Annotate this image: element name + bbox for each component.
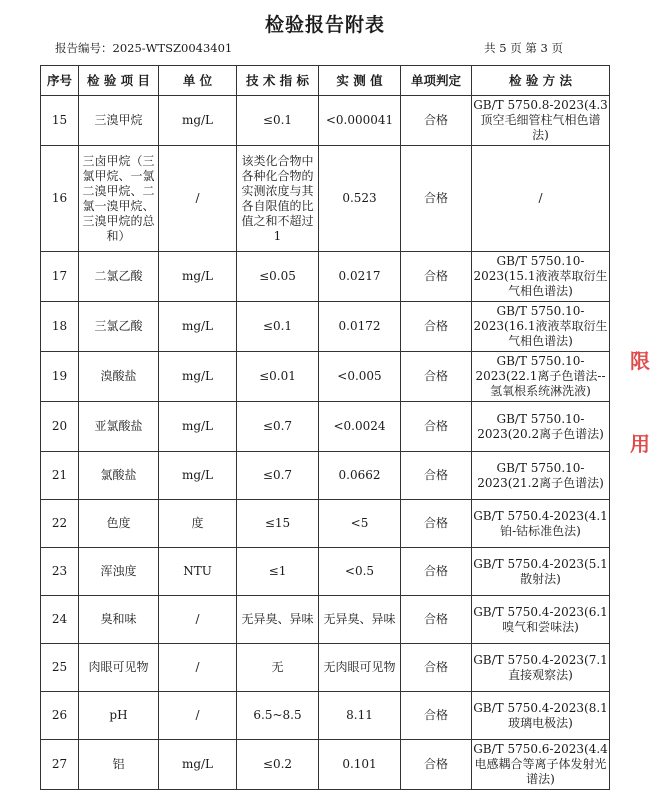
cell-value: 0.523 <box>319 146 401 252</box>
cell-unit: / <box>159 692 237 740</box>
cell-no: 16 <box>41 146 79 252</box>
cell-judge: 合格 <box>401 596 472 644</box>
cell-item: 氯酸盐 <box>79 452 159 500</box>
cell-item: 臭和味 <box>79 596 159 644</box>
cell-unit: mg/L <box>159 740 237 790</box>
cell-value: 0.0217 <box>319 252 401 302</box>
report-number: 报告编号：2025-WTSZ0043401 <box>55 41 233 55</box>
cell-item: 亚氯酸盐 <box>79 402 159 452</box>
cell-value: <0.5 <box>319 548 401 596</box>
page-info: 共 5 页 第 3 页 <box>484 41 563 55</box>
cell-judge: 合格 <box>401 644 472 692</box>
cell-item: 二氯乙酸 <box>79 252 159 302</box>
cell-no: 15 <box>41 96 79 146</box>
cell-spec: ≤15 <box>237 500 319 548</box>
cell-judge: 合格 <box>401 548 472 596</box>
cell-value: <5 <box>319 500 401 548</box>
cell-spec: ≤0.1 <box>237 302 319 352</box>
cell-value: 0.0662 <box>319 452 401 500</box>
results-table <box>40 65 610 790</box>
table-row <box>41 500 610 548</box>
table-row <box>41 692 610 740</box>
cell-unit: / <box>159 146 237 252</box>
header-no: 序号 <box>41 66 79 96</box>
table-row <box>41 548 610 596</box>
cell-item: 三溴甲烷 <box>79 96 159 146</box>
cell-spec: ≤0.7 <box>237 402 319 452</box>
table-row <box>41 402 610 452</box>
table-row <box>41 96 610 146</box>
cell-method: GB/T 5750.6-2023(4.4电感耦合等离子体发射光谱法) <box>472 740 610 790</box>
cell-unit: mg/L <box>159 452 237 500</box>
cell-no: 18 <box>41 302 79 352</box>
cell-value: <0.005 <box>319 352 401 402</box>
table-row <box>41 252 610 302</box>
cell-item: 肉眼可见物 <box>79 644 159 692</box>
cell-unit: / <box>159 596 237 644</box>
cell-unit: mg/L <box>159 302 237 352</box>
cell-method: GB/T 5750.8-2023(4.3顶空毛细管柱气相色谱法) <box>472 96 610 146</box>
stamp-fragment-top: 限 <box>630 349 650 373</box>
table-row <box>41 146 610 252</box>
table-row <box>41 302 610 352</box>
cell-spec: ≤0.01 <box>237 352 319 402</box>
cell-judge: 合格 <box>401 402 472 452</box>
cell-spec: ≤1 <box>237 548 319 596</box>
cell-method: GB/T 5750.4-2023(7.1直接观察法) <box>472 644 610 692</box>
header-value: 实 测 值 <box>319 66 401 96</box>
cell-method: GB/T 5750.4-2023(4.1铂-钴标准色法) <box>472 500 610 548</box>
cell-method: GB/T 5750.10-2023(15.1液液萃取衍生气相色谱法) <box>472 252 610 302</box>
cell-no: 21 <box>41 452 79 500</box>
cell-unit: mg/L <box>159 402 237 452</box>
table-row <box>41 740 610 790</box>
cell-item: 三氯乙酸 <box>79 302 159 352</box>
cell-spec: ≤0.1 <box>237 96 319 146</box>
table-row <box>41 596 610 644</box>
cell-spec: ≤0.2 <box>237 740 319 790</box>
cell-value: <0.0024 <box>319 402 401 452</box>
cell-item: pH <box>79 692 159 740</box>
cell-value: 0.0172 <box>319 302 401 352</box>
cell-method: / <box>472 146 610 252</box>
cell-judge: 合格 <box>401 692 472 740</box>
cell-no: 22 <box>41 500 79 548</box>
cell-value: 0.101 <box>319 740 401 790</box>
cell-no: 27 <box>41 740 79 790</box>
cell-item: 三卤甲烷（三氯甲烷、一氯二溴甲烷、二氯一溴甲烷、三溴甲烷的总和） <box>79 146 159 252</box>
cell-judge: 合格 <box>401 252 472 302</box>
cell-method: GB/T 5750.4-2023(6.1嗅气和尝味法) <box>472 596 610 644</box>
cell-spec: ≤0.7 <box>237 452 319 500</box>
cell-no: 20 <box>41 402 79 452</box>
cell-spec: 无 <box>237 644 319 692</box>
cell-spec: 该类化合物中各种化合物的实测浓度与其各自限值的比值之和不超过1 <box>237 146 319 252</box>
cell-value: 无异臭、异味 <box>319 596 401 644</box>
cell-spec: 无异臭、异味 <box>237 596 319 644</box>
cell-no: 26 <box>41 692 79 740</box>
cell-method: GB/T 5750.4-2023(5.1散射法) <box>472 548 610 596</box>
table-row <box>41 452 610 500</box>
cell-item: 色度 <box>79 500 159 548</box>
cell-item: 铝 <box>79 740 159 790</box>
cell-unit: 度 <box>159 500 237 548</box>
cell-judge: 合格 <box>401 500 472 548</box>
table-row <box>41 644 610 692</box>
header-item: 检 验 项 目 <box>79 66 159 96</box>
cell-method: GB/T 5750.10-2023(20.2离子色谱法) <box>472 402 610 452</box>
cell-spec: 6.5~8.5 <box>237 692 319 740</box>
cell-method: GB/T 5750.4-2023(8.1玻璃电极法) <box>472 692 610 740</box>
cell-value: 无肉眼可见物 <box>319 644 401 692</box>
cell-unit: NTU <box>159 548 237 596</box>
cell-judge: 合格 <box>401 740 472 790</box>
cell-judge: 合格 <box>401 352 472 402</box>
cell-method: GB/T 5750.10-2023(21.2离子色谱法) <box>472 452 610 500</box>
header-unit: 单 位 <box>159 66 237 96</box>
cell-item: 溴酸盐 <box>79 352 159 402</box>
cell-unit: mg/L <box>159 252 237 302</box>
cell-no: 23 <box>41 548 79 596</box>
cell-item: 浑浊度 <box>79 548 159 596</box>
cell-unit: / <box>159 644 237 692</box>
cell-unit: mg/L <box>159 352 237 402</box>
cell-judge: 合格 <box>401 452 472 500</box>
table-header-row <box>41 66 610 96</box>
stamp-fragment-bottom: 用 <box>630 432 650 456</box>
cell-method: GB/T 5750.10-2023(16.1液液萃取衍生气相色谱法) <box>472 302 610 352</box>
page-title: 检验报告附表 <box>264 14 385 36</box>
cell-value: 8.11 <box>319 692 401 740</box>
cell-judge: 合格 <box>401 96 472 146</box>
header-method: 检 验 方 法 <box>472 66 610 96</box>
cell-no: 24 <box>41 596 79 644</box>
header-judge: 单项判定 <box>401 66 472 96</box>
cell-no: 17 <box>41 252 79 302</box>
cell-unit: mg/L <box>159 96 237 146</box>
cell-no: 19 <box>41 352 79 402</box>
table-row <box>41 352 610 402</box>
cell-judge: 合格 <box>401 302 472 352</box>
cell-method: GB/T 5750.10-2023(22.1离子色谱法--氢氧根系统淋洗液) <box>472 352 610 402</box>
header-spec: 技 术 指 标 <box>237 66 319 96</box>
cell-judge: 合格 <box>401 146 472 252</box>
cell-value: <0.000041 <box>319 96 401 146</box>
cell-no: 25 <box>41 644 79 692</box>
cell-spec: ≤0.05 <box>237 252 319 302</box>
